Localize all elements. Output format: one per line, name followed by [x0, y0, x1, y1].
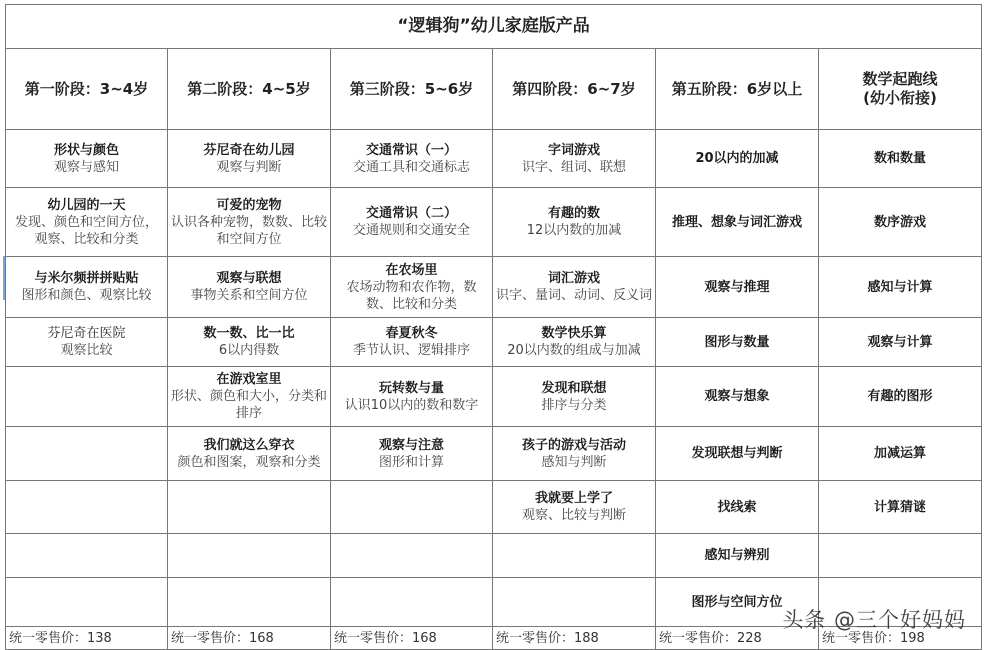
course-desc: 识字、量词、动词、反义词: [496, 288, 653, 303]
course-desc: 20以内数的组成与加减: [507, 343, 641, 358]
table-row: [6, 130, 982, 188]
course-title: 观察与联想: [216, 271, 282, 286]
course-title: 孩子的游戏与活动: [521, 437, 626, 453]
course-desc: 排序与分类: [541, 397, 607, 413]
course-cell: [493, 257, 656, 318]
watermark: 头条 @三个好妈妈: [782, 608, 966, 632]
course-cell: [6, 318, 168, 367]
course-title: 图形与空间方位: [691, 594, 783, 610]
course-cell: [493, 578, 656, 627]
course-title: 观察与推理: [704, 279, 770, 295]
course-cell: [6, 188, 168, 257]
course-cell: [6, 367, 168, 427]
table-row: [6, 534, 982, 578]
course-desc: 观察、比较与判断: [521, 508, 626, 523]
stage-header: [819, 49, 982, 130]
course-desc: 观察与判断: [216, 159, 282, 175]
course-title: 加减运算: [874, 446, 927, 461]
course-desc: 发现、颜色和空间方位，观察、比较和分类: [14, 214, 158, 247]
stage-header: 第三阶段：5~6岁: [331, 49, 493, 130]
course-title: 有趣的数: [547, 206, 600, 221]
course-cell: [331, 427, 493, 481]
course-cell: [493, 481, 656, 534]
course-cell: [656, 318, 819, 367]
stage-header: 第二阶段：4~5岁: [168, 49, 331, 130]
course-title: 发现和联想: [541, 380, 607, 396]
course-desc: 12以内数的加减: [526, 223, 622, 238]
course-title: 有趣的图形: [867, 389, 933, 404]
course-cell: [656, 257, 819, 318]
course-cell: [819, 257, 982, 318]
course-cell: [168, 367, 331, 427]
course-cell: [331, 481, 493, 534]
course-title: 春夏秋冬: [385, 326, 438, 341]
course-cell: [656, 427, 819, 481]
course-cell: [168, 130, 331, 188]
course-cell: [656, 367, 819, 427]
retail-price: 统一零售价：138: [6, 627, 168, 650]
course-desc: 感知与判断: [541, 454, 607, 470]
course-desc: 图形和计算: [378, 454, 444, 470]
stage-header: 第四阶段：6~7岁: [493, 49, 656, 130]
stage-header: 第五阶段：6岁以上: [656, 49, 819, 130]
course-desc: 认识各种宠物，数数、比较和空间方位: [171, 214, 328, 247]
course-cell: [6, 481, 168, 534]
course-title: 图形与数量: [704, 334, 770, 350]
course-cell: [168, 578, 331, 627]
retail-price: 统一零售价：188: [493, 627, 656, 650]
course-cell: [493, 534, 656, 578]
course-cell: [6, 578, 168, 627]
course-cell: [6, 427, 168, 481]
course-title: 交通常识（二）: [365, 206, 457, 221]
course-title: 数一数、比一比: [203, 326, 295, 341]
course-title: 可爱的宠物: [216, 197, 282, 213]
course-desc: 农场动物和农作物，数数、比较和分类: [346, 279, 477, 312]
course-desc: 季节认识、逻辑排序: [352, 343, 470, 358]
course-cell: [168, 534, 331, 578]
course-desc: 交通规则和交通安全: [352, 223, 470, 238]
course-cell: [6, 534, 168, 578]
table-row: [6, 318, 982, 367]
course-desc: 图形和颜色、观察比较: [21, 288, 152, 303]
course-title: 在游戏室里: [216, 372, 282, 387]
course-cell: [331, 367, 493, 427]
course-title: 在农场里: [385, 262, 438, 278]
course-desc: 识字、组词、联想: [521, 159, 626, 175]
course-cell: [168, 188, 331, 257]
stage-header: 第一阶段：3~4岁: [6, 49, 168, 130]
course-cell: [331, 257, 493, 318]
table-row: [6, 427, 982, 481]
course-cell: [493, 188, 656, 257]
course-cell: [168, 318, 331, 367]
course-cell: [819, 481, 982, 534]
retail-price: 统一零售价：168: [168, 627, 331, 650]
course-cell: [168, 481, 331, 534]
course-cell: [656, 481, 819, 534]
course-cell: [331, 578, 493, 627]
course-desc: 形状、颜色和大小，分类和排序: [171, 389, 328, 421]
course-cell: [493, 427, 656, 481]
table-row: [6, 367, 982, 427]
course-title: 观察与想象: [704, 389, 770, 404]
course-title: 观察与注意: [378, 437, 444, 453]
course-title: 我就要上学了: [534, 491, 613, 506]
course-title: 发现联想与判断: [691, 446, 783, 461]
table-row: [6, 257, 982, 318]
course-title: 20以内的加减: [695, 151, 779, 166]
course-cell: [331, 534, 493, 578]
course-cell: [656, 534, 819, 578]
course-cell: [6, 257, 168, 318]
course-cell: [819, 318, 982, 367]
course-title: 芬尼奇在幼儿园: [203, 142, 295, 158]
table-row: [6, 188, 982, 257]
course-title: 数学快乐算: [541, 326, 607, 341]
course-cell: [493, 367, 656, 427]
course-title: 推理、想象与词汇游戏: [671, 214, 802, 230]
header-line: 数学起跑线: [862, 70, 938, 88]
course-desc: 认识10以内的数和数字: [344, 397, 479, 413]
course-cell: [656, 188, 819, 257]
course-title: 与米尔频拼拼贴贴: [34, 271, 139, 286]
course-desc: 颜色和图案，观察和分类: [177, 454, 321, 470]
table-row: [6, 481, 982, 534]
course-title: 形状与颜色: [53, 142, 119, 158]
course-title: 找线索: [717, 499, 757, 515]
course-title: 词汇游戏: [547, 271, 600, 286]
course-title: 幼儿园的一天: [47, 197, 126, 213]
course-title: 感知与辨别: [704, 548, 770, 563]
header-line: (幼小衔接): [863, 89, 937, 107]
retail-price: 统一零售价：228: [656, 627, 819, 650]
course-title: 观察与计算: [867, 334, 933, 350]
course-title: 数和数量: [874, 151, 927, 166]
product-table: [5, 4, 982, 650]
course-cell: [6, 130, 168, 188]
course-title: 数序游戏: [874, 214, 927, 230]
table-title: “逻辑狗”幼儿家庭版产品: [6, 5, 982, 49]
course-cell: [819, 367, 982, 427]
course-title: 计算猜谜: [874, 499, 927, 515]
course-title: 玩转数与量: [378, 380, 444, 396]
course-desc: 事物关系和空间方位: [190, 288, 308, 303]
course-cell: [168, 427, 331, 481]
course-desc: 观察比较: [60, 343, 113, 358]
course-desc: 观察与感知: [53, 159, 119, 175]
course-cell: [819, 130, 982, 188]
course-title: 我们就这么穿衣: [203, 437, 295, 453]
course-cell: [819, 534, 982, 578]
course-cell: [493, 318, 656, 367]
retail-price: 统一零售价：198: [819, 627, 982, 650]
course-cell: [331, 130, 493, 188]
course-cell: [493, 130, 656, 188]
course-desc: 交通工具和交通标志: [352, 159, 470, 175]
course-desc: 6以内得数: [218, 343, 280, 358]
course-cell: [331, 188, 493, 257]
retail-price: 统一零售价：168: [331, 627, 493, 650]
course-cell: [331, 318, 493, 367]
course-desc: 芬尼奇在医院: [47, 326, 126, 341]
course-title: 感知与计算: [867, 279, 933, 295]
course-cell: [168, 257, 331, 318]
course-title: 交通常识（一）: [365, 142, 457, 158]
course-cell: [656, 130, 819, 188]
course-title: 字词游戏: [547, 142, 600, 158]
course-cell: [819, 188, 982, 257]
course-cell: [819, 427, 982, 481]
